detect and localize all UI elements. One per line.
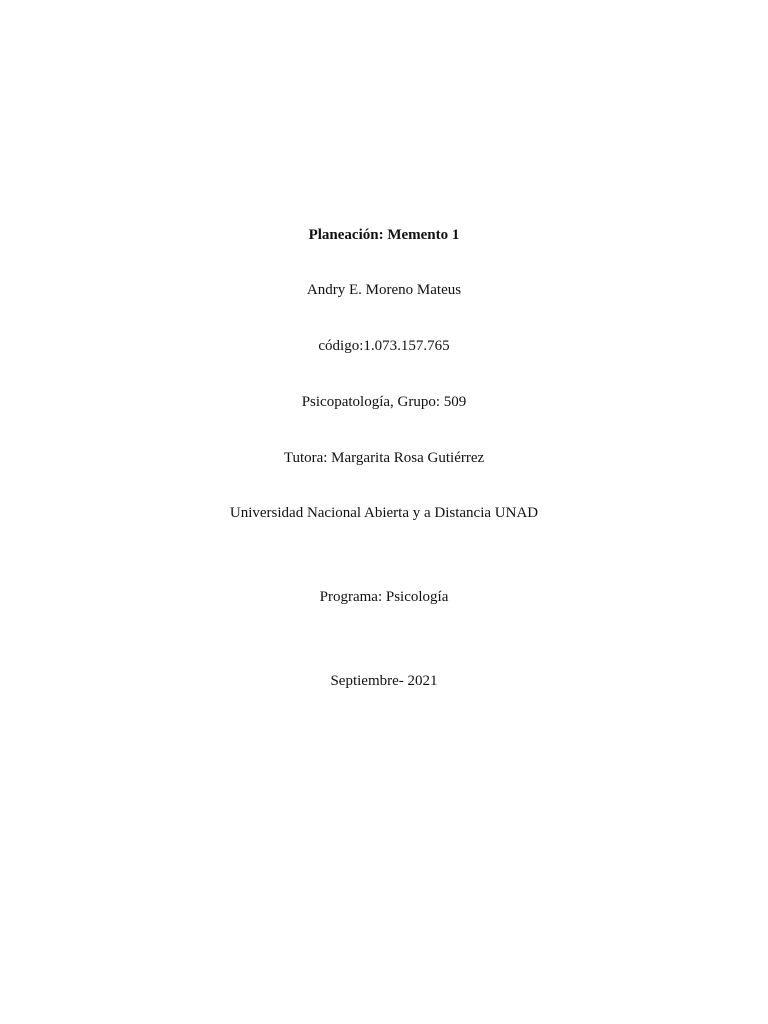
document-title: Planeación: Memento 1 [308,227,460,243]
tutor-name: Tutora: Margarita Rosa Gutiérrez [283,450,485,466]
program-name: Programa: Psicología [319,589,449,605]
document-date: Septiembre- 2021 [330,673,438,689]
university-name: Universidad Nacional Abierta y a Distancia UNAD [229,505,539,521]
author-name: Andry E. Moreno Mateus [306,282,462,298]
student-code: código:1.073.157.765 [318,338,450,354]
course-group: Psicopatología, Grupo: 509 [301,394,467,410]
